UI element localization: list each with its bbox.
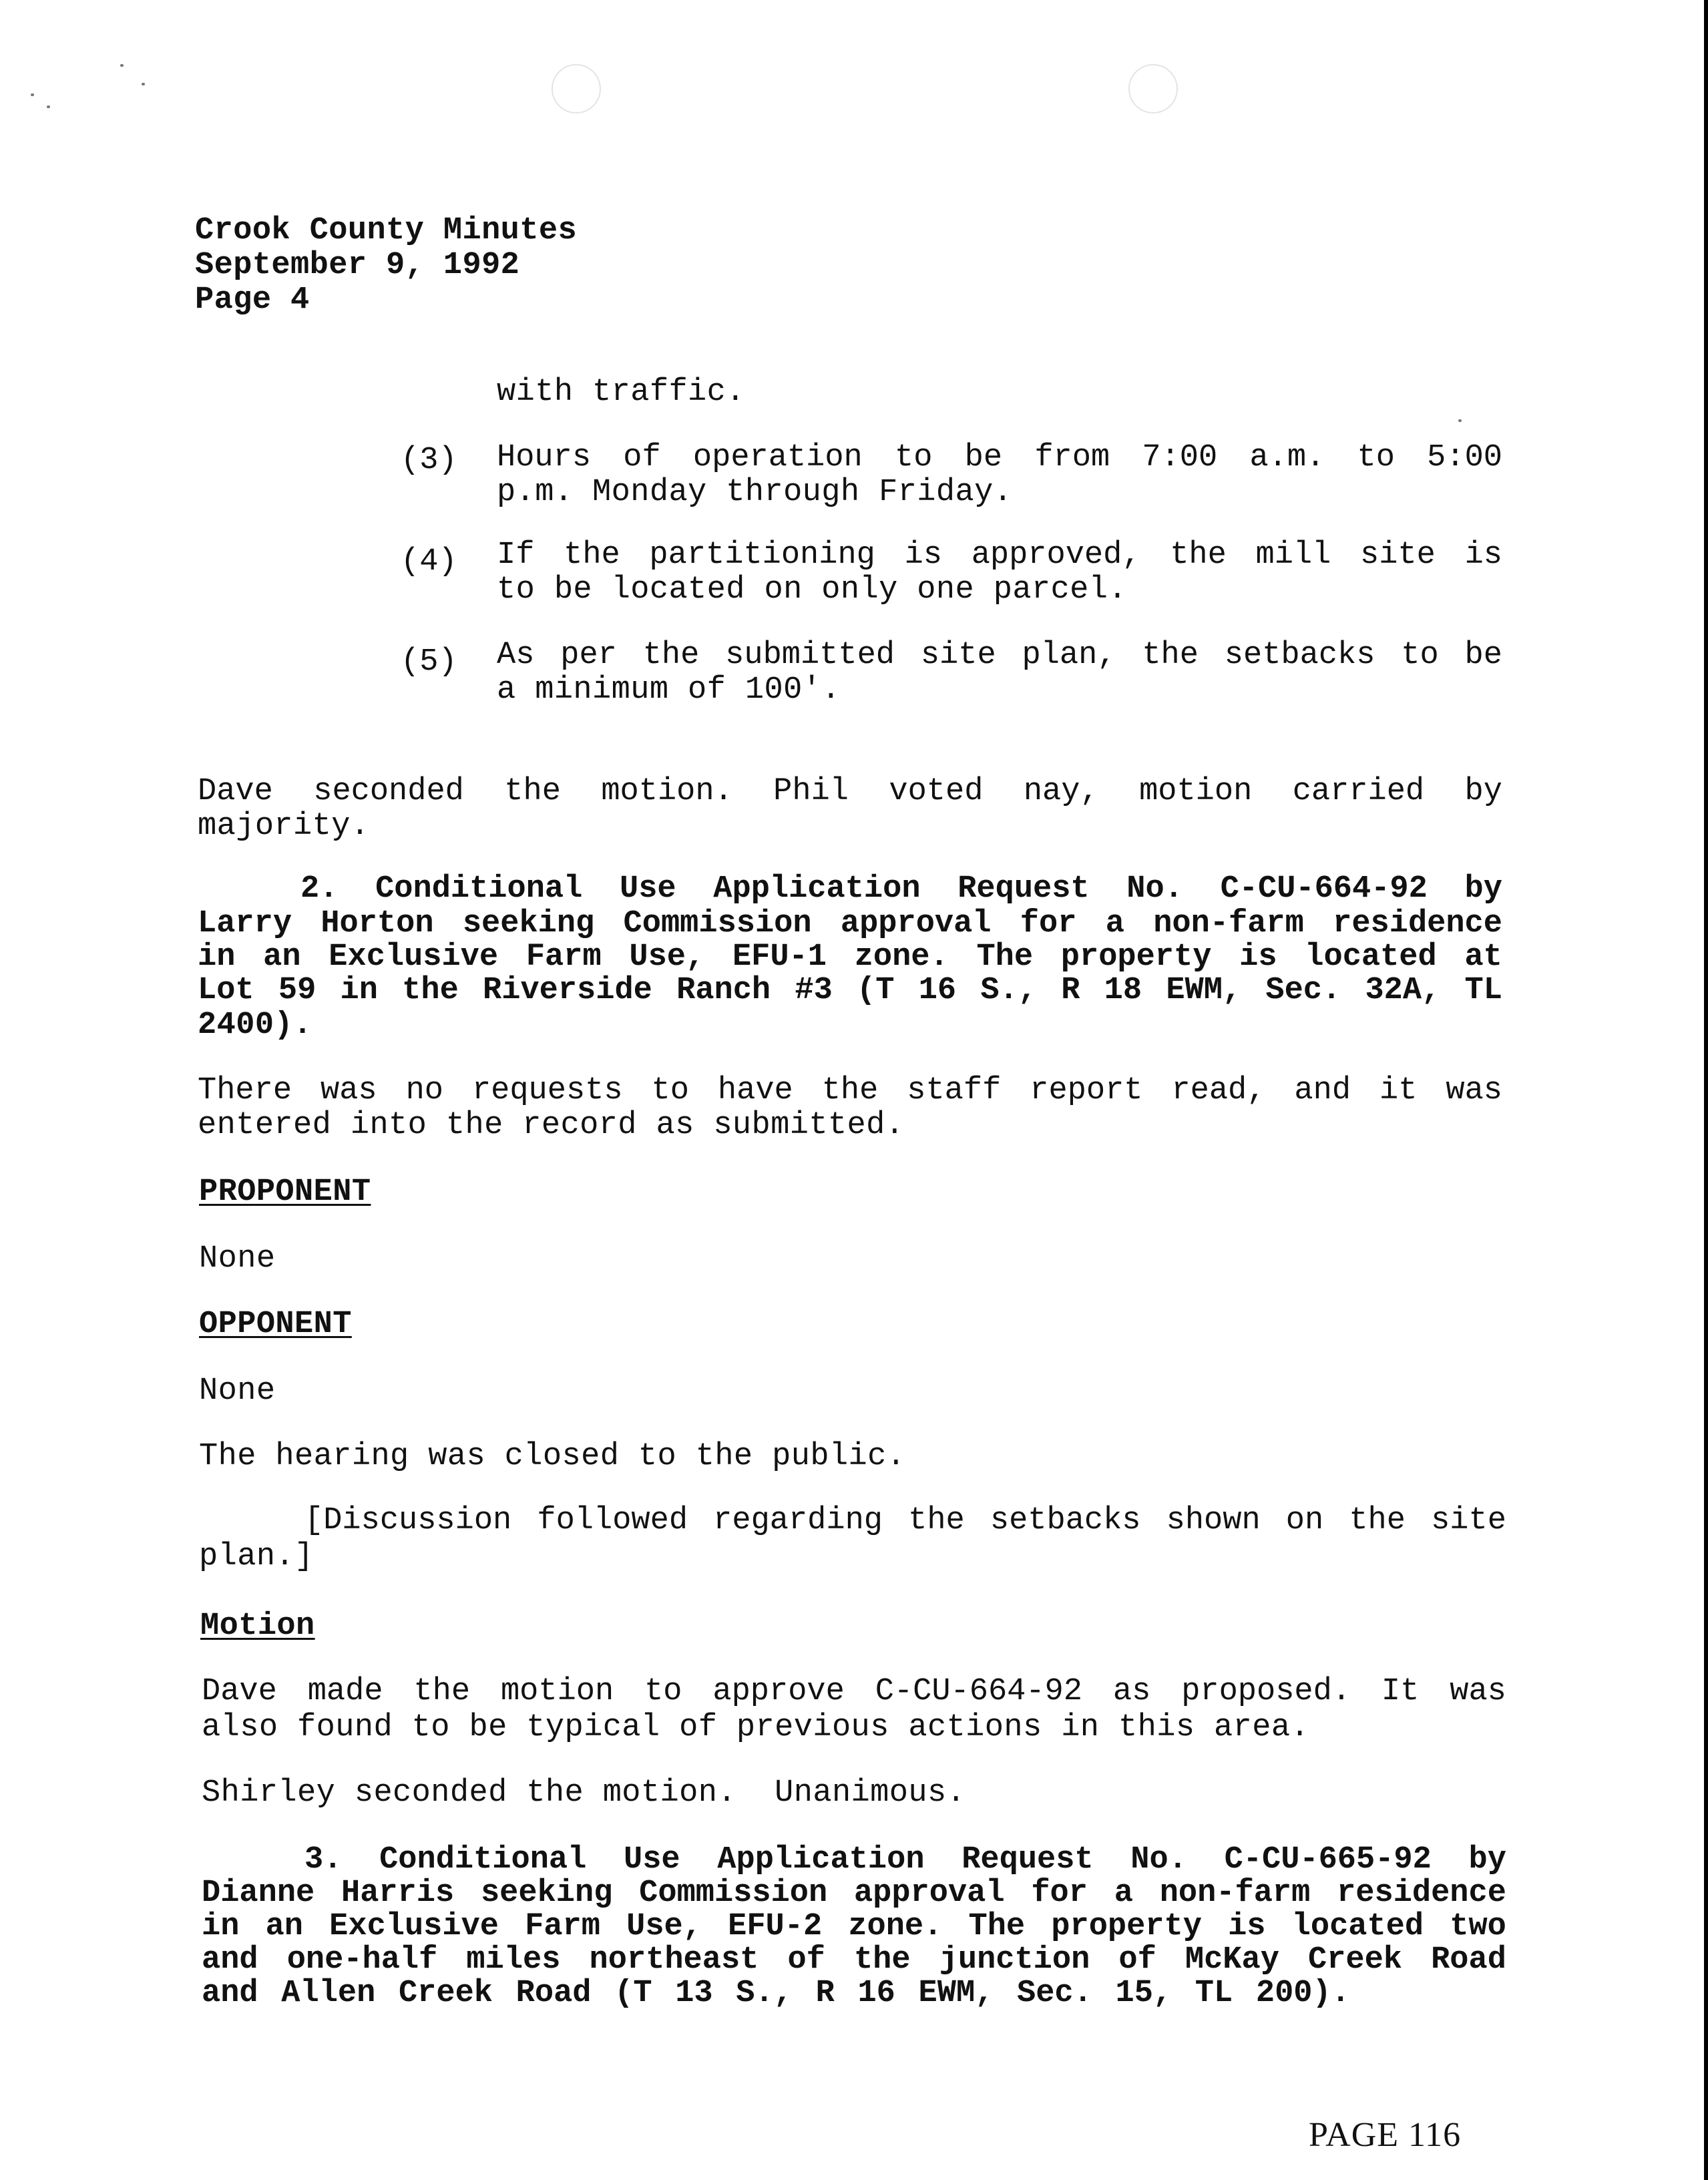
hearing-closed-text: The hearing was closed to the public. — [199, 1439, 906, 1474]
word: located — [1291, 1909, 1424, 1944]
word: seeking — [462, 906, 595, 941]
word: If — [497, 537, 535, 573]
word: Farm — [525, 939, 602, 975]
word: Sec. — [1017, 1976, 1092, 2011]
word: the — [908, 1503, 965, 1538]
word: Harris — [341, 1876, 455, 1911]
word: nay, — [1023, 774, 1099, 809]
header-page: Page 4 — [195, 282, 310, 318]
item-3-line — [202, 1976, 1350, 2011]
word: Commission — [623, 906, 812, 941]
word: voted — [889, 774, 984, 809]
word: the — [413, 1674, 471, 1709]
word: 59 — [278, 973, 316, 1008]
word: EFU-2 — [728, 1909, 823, 1944]
punch-hole-right — [1128, 64, 1178, 114]
staff-report-line: entered into the record as submitted. — [198, 1108, 905, 1143]
word: 15, — [1115, 1976, 1172, 2011]
scan-speck — [120, 64, 124, 67]
word: Dave — [198, 774, 273, 809]
word: the — [853, 1942, 911, 1978]
word: Horton — [321, 906, 434, 941]
proponent-value: None — [199, 1241, 276, 1277]
scan-speck — [31, 93, 34, 96]
word: Road — [515, 1976, 592, 2011]
condition-line — [497, 441, 1502, 475]
word: 7:00 — [1142, 440, 1218, 475]
word: Conditional — [379, 1842, 587, 1878]
motion-line — [202, 1675, 1506, 1709]
word: TL — [1195, 1976, 1233, 2011]
word: located — [1305, 939, 1437, 975]
word: report — [1030, 1073, 1143, 1108]
word: Conditional — [375, 871, 583, 907]
word: Creek — [1307, 1942, 1403, 1978]
word: the — [1349, 1503, 1406, 1538]
word: Lot — [198, 973, 254, 1008]
word: #3 — [795, 973, 833, 1008]
word: Phil — [773, 774, 849, 809]
word: northeast — [589, 1942, 759, 1978]
word: by — [1464, 871, 1502, 907]
scan-speck — [1458, 419, 1462, 422]
item-2-line — [198, 940, 1502, 975]
word: 200). — [1255, 1976, 1350, 2011]
word: seeking — [480, 1876, 613, 1911]
motion-line: also found to be typical of previous actions in this area. — [202, 1710, 1310, 1745]
word: the — [564, 537, 620, 573]
word: C-CU-664-92 — [1220, 871, 1428, 907]
word: staff — [907, 1073, 1002, 1108]
condition-line — [497, 538, 1502, 573]
word: plan, — [1022, 638, 1116, 673]
word: Dianne — [202, 1876, 315, 1911]
word: regarding — [713, 1503, 883, 1538]
condition-line: p.m. Monday through Friday. — [497, 475, 1013, 510]
word: motion. — [601, 774, 733, 809]
word: to — [651, 1073, 689, 1108]
word: to — [895, 440, 933, 475]
word: 18 — [1104, 973, 1142, 1008]
word: Allen — [281, 1976, 376, 2011]
word: on — [1285, 1503, 1324, 1538]
word: The — [976, 939, 1034, 975]
word: no — [405, 1073, 443, 1108]
item-3-line — [202, 1943, 1506, 1978]
word: EWM, — [1166, 973, 1242, 1008]
word: partitioning — [649, 537, 875, 573]
word: site — [1431, 1503, 1506, 1538]
word: and — [1294, 1073, 1351, 1108]
word: Exclusive — [329, 939, 499, 975]
word: to — [1401, 638, 1439, 673]
discussion-line: plan.] — [199, 1539, 314, 1574]
word: a — [1105, 906, 1124, 941]
word: in — [340, 973, 378, 1008]
word: The — [968, 1909, 1026, 1944]
header-title: Crook County Minutes — [195, 213, 578, 248]
header-date: September 9, 1992 — [195, 248, 520, 283]
word: site — [920, 638, 996, 673]
word: C-CU-665-92 — [1224, 1842, 1432, 1878]
punch-hole-left — [552, 64, 601, 114]
word: followed — [537, 1503, 688, 1538]
word: R — [1061, 973, 1080, 1008]
word: Use, — [629, 939, 705, 975]
word: and — [202, 1942, 258, 1978]
word: 32A, — [1365, 973, 1441, 1008]
word: property — [1060, 939, 1212, 975]
word: and — [202, 1976, 258, 2011]
word: read, — [1171, 1073, 1266, 1108]
item-2-line — [198, 907, 1502, 941]
condition-number: (4) — [401, 544, 457, 580]
word: be — [1464, 638, 1502, 673]
item-2-heading-line — [300, 872, 1502, 907]
word: Use — [620, 871, 676, 907]
proponent-heading: PROPONENT — [199, 1174, 371, 1210]
word: S., — [980, 973, 1037, 1008]
word: Ranch — [676, 973, 771, 1008]
second-motion-line: majority. — [198, 809, 370, 844]
word: 3. — [304, 1842, 343, 1878]
word: the — [642, 638, 700, 673]
word: by — [1468, 1842, 1506, 1878]
word: to — [1357, 440, 1395, 475]
scan-speck — [47, 105, 50, 108]
word: McKay — [1185, 1942, 1279, 1978]
word: is — [1228, 1909, 1266, 1944]
word: Commission — [639, 1876, 828, 1911]
word: an — [263, 939, 301, 975]
word: R — [815, 1976, 835, 2011]
condition-number: (5) — [401, 644, 457, 680]
word: in — [198, 939, 236, 975]
opponent-heading: OPPONENT — [199, 1307, 352, 1342]
word: Farm — [525, 1909, 600, 1944]
word: was — [1450, 1674, 1506, 1709]
word: TL — [1464, 973, 1502, 1008]
word: approval — [840, 906, 992, 941]
word: Application — [717, 1842, 925, 1878]
word: operation — [692, 440, 863, 475]
word: property — [1051, 1909, 1202, 1944]
word: 5:00 — [1427, 440, 1502, 475]
word: one-half — [286, 1942, 438, 1978]
word: a.m. — [1249, 440, 1325, 475]
word: to — [644, 1674, 682, 1709]
word: 16 — [857, 1976, 895, 2011]
word: have — [717, 1073, 793, 1108]
second-motion-line — [198, 775, 1502, 809]
word: submitted — [725, 638, 895, 673]
opponent-value: None — [199, 1373, 276, 1409]
word: EFU-1 — [732, 939, 827, 975]
word: at — [1464, 939, 1502, 975]
word: was — [320, 1073, 377, 1108]
word: shown — [1166, 1503, 1261, 1538]
page-number-footer: PAGE 116 — [1309, 2116, 1462, 2154]
word: [Discussion — [304, 1503, 512, 1538]
word: non-farm — [1159, 1876, 1311, 1911]
word: (T — [614, 1976, 652, 2011]
word: 2. — [300, 871, 339, 907]
word: mill — [1255, 537, 1331, 573]
discussion-line — [304, 1504, 1506, 1538]
word: the — [1170, 537, 1227, 573]
word: site — [1360, 537, 1436, 573]
word: approve — [712, 1674, 845, 1709]
word: is — [1239, 939, 1277, 975]
staff-report-line — [198, 1074, 1502, 1108]
word: the — [821, 1073, 879, 1108]
word: EWM, — [918, 1976, 994, 2011]
word: an — [265, 1909, 303, 1944]
item-3-heading-line — [304, 1843, 1506, 1878]
word: in — [202, 1909, 240, 1944]
word: zone. — [854, 939, 949, 975]
word: requests — [471, 1073, 623, 1108]
word: Hours — [497, 440, 592, 475]
motion-heading: Motion — [200, 1608, 315, 1644]
word: per — [560, 638, 617, 673]
word: Application — [713, 871, 921, 907]
word: setbacks — [990, 1503, 1141, 1538]
word: 16 — [918, 973, 957, 1008]
word: motion — [500, 1674, 614, 1709]
condition-line: a minimum of 100′. — [497, 672, 841, 708]
word: two — [1450, 1909, 1506, 1944]
word: of — [623, 440, 661, 475]
word: the — [402, 973, 459, 1008]
word: be — [964, 440, 1003, 475]
word: (T — [857, 973, 895, 1008]
word: Creek — [398, 1976, 493, 2011]
word: is — [904, 537, 942, 573]
word: carried — [1292, 774, 1425, 809]
word: Road — [1431, 1942, 1506, 1978]
word: a — [1114, 1876, 1133, 1911]
word: approval — [853, 1876, 1005, 1911]
word: It — [1381, 1674, 1420, 1709]
condition-line: to be located on only one parcel. — [497, 572, 1127, 608]
word: residence — [1337, 1876, 1506, 1911]
word: by — [1464, 774, 1502, 809]
item-2-line: 2400). — [198, 1008, 312, 1043]
word: as — [1112, 1674, 1151, 1709]
condition-number: (3) — [401, 443, 457, 478]
word: Sec. — [1265, 973, 1341, 1008]
word: zone. — [848, 1909, 943, 1944]
condition-line — [497, 638, 1502, 673]
word: non-farm — [1153, 906, 1304, 941]
word: As — [497, 638, 535, 673]
item-2-line — [198, 973, 1502, 1008]
word: motion — [1139, 774, 1253, 809]
word: the — [1142, 638, 1199, 673]
word: Use — [624, 1842, 680, 1878]
word: of — [1118, 1942, 1156, 1978]
item-3-line — [202, 1910, 1506, 1944]
word: C-CU-664-92 — [875, 1674, 1082, 1709]
word: setbacks — [1224, 638, 1375, 673]
word: it — [1379, 1073, 1418, 1108]
word: for — [1020, 906, 1077, 941]
word: Larry — [198, 906, 292, 941]
word: miles — [466, 1942, 561, 1978]
word: junction — [939, 1942, 1090, 1978]
word: the — [504, 774, 561, 809]
word: from — [1034, 440, 1110, 475]
word: S., — [736, 1976, 793, 2011]
word: proposed. — [1181, 1674, 1351, 1709]
word: for — [1031, 1876, 1088, 1911]
word: was — [1446, 1073, 1502, 1108]
word: No. — [1130, 1842, 1187, 1878]
second-motion-2-text: Shirley seconded the motion. Unanimous. — [202, 1775, 966, 1811]
word: Request — [962, 1842, 1094, 1878]
word: 13 — [675, 1976, 713, 2011]
word: Exclusive — [329, 1909, 499, 1944]
word: residence — [1333, 906, 1502, 941]
scan-speck — [142, 83, 145, 85]
continuation-text: with traffic. — [497, 375, 745, 410]
word: seconded — [313, 774, 464, 809]
word: There — [198, 1073, 292, 1108]
word: approved, — [971, 537, 1141, 573]
word: Use, — [626, 1909, 702, 1944]
word: Riverside — [483, 973, 652, 1008]
word: Dave — [202, 1674, 277, 1709]
word: of — [787, 1942, 825, 1978]
item-3-line — [202, 1876, 1506, 1911]
word: Request — [957, 871, 1090, 907]
word: No. — [1126, 871, 1183, 907]
word: is — [1464, 537, 1502, 573]
word: made — [307, 1674, 383, 1709]
